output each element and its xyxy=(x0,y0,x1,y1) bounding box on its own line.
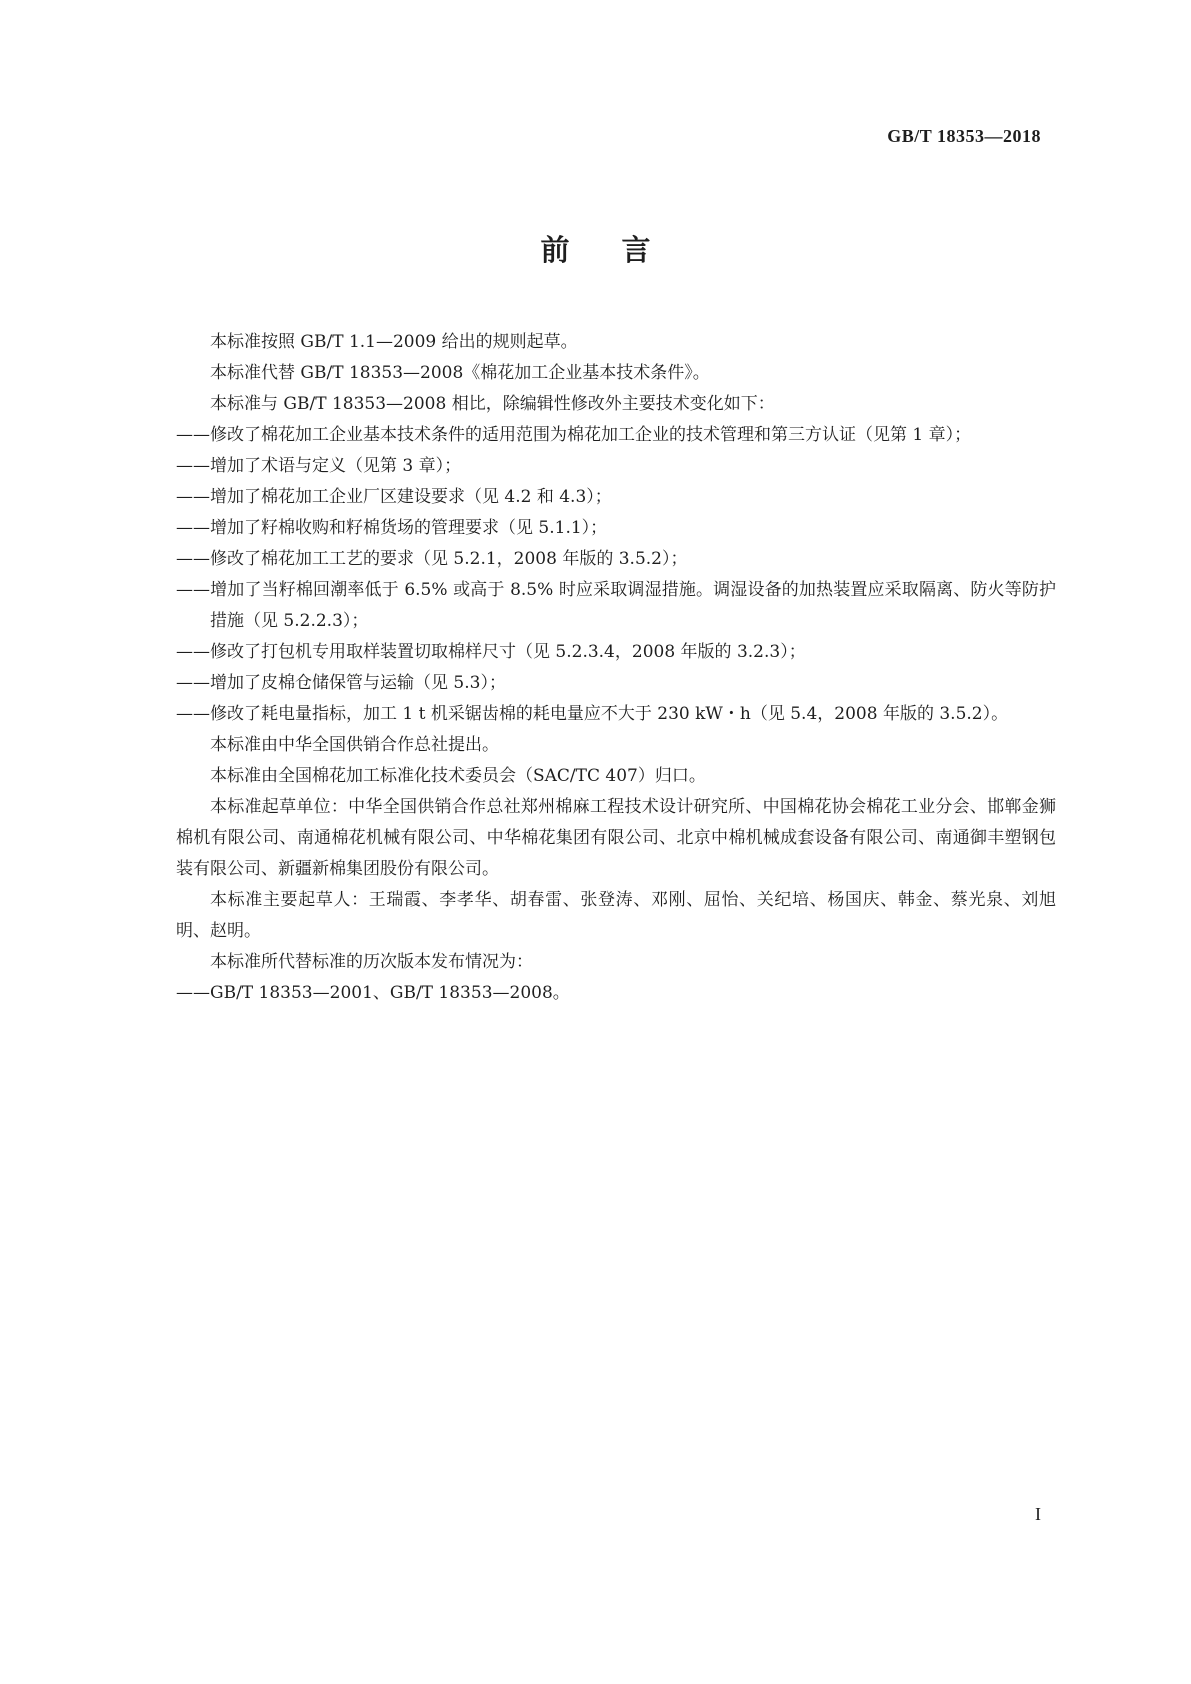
list-item-text: 修改了耗电量指标，加工 1 t 机采锯齿棉的耗电量应不大于 230 kW・h（见 5.4，2008 年版的 3.5.2）。 xyxy=(210,704,1009,724)
dash-marker: —— xyxy=(176,642,210,662)
list-item-text: 修改了棉花加工工艺的要求（见 5.2.1，2008 年版的 3.5.2）； xyxy=(210,549,688,569)
dash-marker: —— xyxy=(176,425,210,445)
paragraph: 本标准代替 GB/T 18353—2008《棉花加工企业基本技术条件》。 xyxy=(210,363,710,383)
page-number: I xyxy=(1035,1504,1041,1524)
paragraph: 本标准由中华全国供销合作总社提出。 xyxy=(210,735,499,755)
list-item xyxy=(176,544,1056,575)
list-item-text: 增加了当籽棉回潮率低于 6.5% 或高于 8.5% 时应采取调湿措施。调湿设备的加热装置应采取隔离、防火等防护措施（见 5.2.2.3）； xyxy=(210,580,1056,631)
standard-number: GB/T 18353—2018 xyxy=(887,126,1041,146)
list-item xyxy=(176,513,1056,544)
list-item xyxy=(176,637,1056,668)
dash-marker: —— xyxy=(176,983,210,1003)
paragraph: 本标准所代替标准的历次版本发布情况为： xyxy=(210,952,533,972)
title-char: 前 xyxy=(540,233,570,267)
list-item xyxy=(176,668,1056,699)
dash-marker: —— xyxy=(176,673,210,693)
list-item xyxy=(176,699,1056,730)
list-item-text: 修改了打包机专用取样装置切取棉样尺寸（见 5.2.3.4，2008 年版的 3.2.3）； xyxy=(210,642,806,662)
list-item xyxy=(176,575,1056,637)
list-item xyxy=(176,482,1056,513)
list-item-text: 增加了皮棉仓储保管与运输（见 5.3）； xyxy=(210,673,506,693)
foreword-body xyxy=(176,327,1056,1009)
paragraph: 本标准与 GB/T 18353—2008 相比，除编辑性修改外主要技术变化如下： xyxy=(210,394,775,414)
list-item xyxy=(176,451,1056,482)
dash-marker: —— xyxy=(176,704,210,724)
list-item-text: GB/T 18353—2001、GB/T 18353—2008。 xyxy=(210,983,570,1003)
paragraph: 本标准起草单位：中华全国供销合作总社郑州棉麻工程技术设计研究所、中国棉花协会棉花工业分会、邯郸金狮棉机有限公司、南通棉花机械有限公司、中华棉花集团有限公司、北京中棉机械成套设备有限公司、南通御丰塑钢包装有限公司、新疆新棉集团股份有限公司。 xyxy=(176,797,1056,879)
dash-marker: —— xyxy=(176,549,210,569)
paragraph: 本标准主要起草人：王瑞霞、李孝华、胡春雷、张登涛、邓刚、屈怡、关纪培、杨国庆、韩金、蔡光泉、刘旭明、赵明。 xyxy=(176,890,1056,941)
paragraph: 本标准由全国棉花加工标准化技术委员会（SAC/TC 407）归口。 xyxy=(210,766,706,786)
dash-marker: —— xyxy=(176,456,210,476)
list-item-text: 增加了籽棉收购和籽棉货场的管理要求（见 5.1.1）； xyxy=(210,518,608,538)
paragraph: 本标准按照 GB/T 1.1—2009 给出的规则起草。 xyxy=(210,332,578,352)
dash-marker: —— xyxy=(176,580,210,600)
list-item xyxy=(176,978,1056,1009)
list-item-text: 增加了棉花加工企业厂区建设要求（见 4.2 和 4.3）； xyxy=(210,487,612,507)
dash-marker: —— xyxy=(176,518,210,538)
title-char: 言 xyxy=(621,233,651,267)
list-item xyxy=(176,420,1056,451)
list-item-text: 增加了术语与定义（见第 3 章）； xyxy=(210,456,462,476)
dash-marker: —— xyxy=(176,487,210,507)
page-title xyxy=(0,228,1191,269)
list-item-text: 修改了棉花加工企业基本技术条件的适用范围为棉花加工企业的技术管理和第三方认证（见第 1 章）； xyxy=(210,425,972,445)
